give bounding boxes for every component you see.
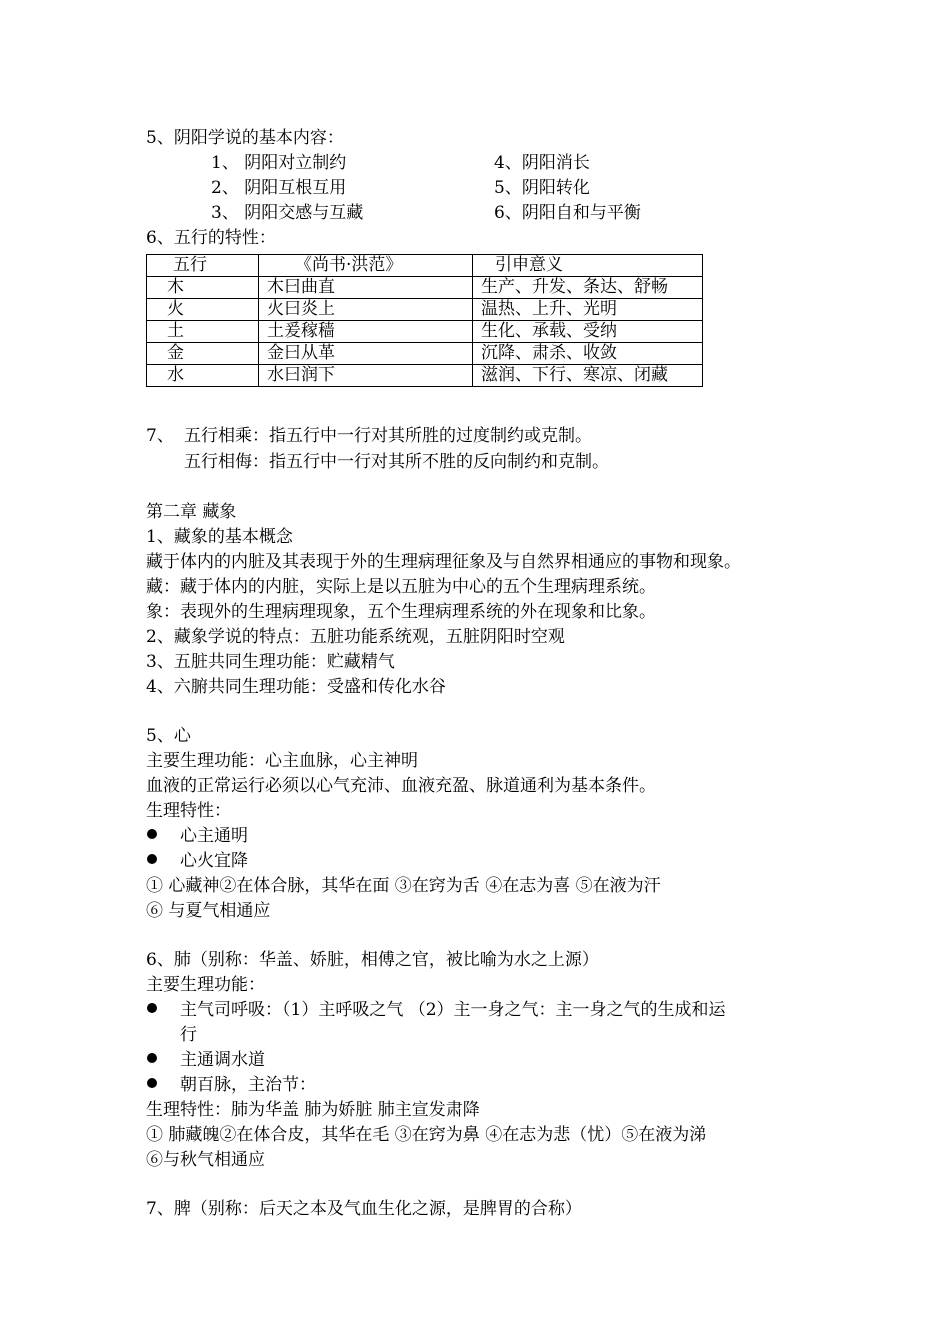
bullet-icon — [147, 854, 157, 864]
lung-function-item-cont: 行 — [180, 1025, 197, 1045]
ch2-paragraph: 藏于体内的内脏及其表现于外的生理病理征象及与自然界相通应的事物和现象。 — [146, 552, 741, 572]
ch2-paragraph: 1、藏象的基本概念 — [146, 527, 293, 547]
spleen-title: 7、脾（别称：后天之本及气血生化之源，是脾胃的合称） — [146, 1199, 582, 1219]
yinyang-item-6: 6、阴阳自和与平衡 — [494, 203, 641, 223]
heart-function: 主要生理功能：心主血脉，心主神明 — [146, 751, 418, 771]
lung-function-item: 朝百脉，主治节： — [180, 1075, 316, 1095]
chapter-2-title: 第二章 藏象 — [146, 502, 237, 522]
table-cell: 生产、升发、条达、舒畅 — [473, 277, 703, 299]
table-cell: 生化、承载、受纳 — [473, 321, 703, 343]
table-cell: 火 — [147, 299, 259, 321]
lung-associations: ① 肺藏魄②在体合皮，其华在毛 ③在窍为鼻 ④在志为悲（忧）⑤在液为涕 — [146, 1125, 707, 1145]
yinyang-item-1: 1、 阴阳对立制约 — [211, 153, 347, 173]
table-row — [147, 365, 703, 387]
table-cell: 木曰曲直 — [259, 277, 473, 299]
table-cell: 滋润、下行、寒凉、闭藏 — [473, 365, 703, 387]
five-elements-table — [146, 254, 703, 387]
table-row — [147, 321, 703, 343]
section-6-title: 6、五行的特性： — [146, 228, 276, 248]
wuxing-cheng-line: 五行相乘：指五行中一行对其所胜的过度制约或克制。 — [184, 426, 592, 446]
ch2-paragraph: 象：表现外的生理病理现象，五个生理病理系统的外在现象和比象。 — [146, 602, 656, 622]
table-row — [147, 277, 703, 299]
ch2-paragraph: 2、藏象学说的特点：五脏功能系统观，五脏阴阳时空观 — [146, 627, 565, 647]
bullet-icon — [147, 829, 157, 839]
ch2-paragraph: 3、五脏共同生理功能：贮藏精气 — [146, 652, 395, 672]
table-row — [147, 343, 703, 365]
lung-title: 6、肺（别称：华盖、娇脏，相傅之官，被比喻为水之上源） — [146, 950, 599, 970]
table-cell: 火曰炎上 — [259, 299, 473, 321]
lung-associations-2: ⑥与秋气相通应 — [146, 1150, 265, 1170]
table-cell: 木 — [147, 277, 259, 299]
yinyang-item-4: 4、阴阳消长 — [494, 153, 590, 173]
table-cell: 沉降、肃杀、收敛 — [473, 343, 703, 365]
wuxing-wu-line: 五行相侮：指五行中一行对其所不胜的反向制约和克制。 — [184, 452, 609, 472]
heart-title: 5、心 — [146, 726, 191, 746]
lung-function-label: 主要生理功能： — [146, 975, 265, 995]
lung-traits: 生理特性：肺为华盖 肺为娇脏 肺主宣发肃降 — [146, 1100, 480, 1120]
table-header-row — [147, 255, 703, 277]
table-cell: 温热、上升、光明 — [473, 299, 703, 321]
table-cell: 水 — [147, 365, 259, 387]
bullet-icon — [147, 1078, 157, 1088]
yinyang-item-2: 2、 阴阳互根互用 — [211, 178, 347, 198]
heart-trait-item: 心主通明 — [180, 826, 248, 846]
table-cell: 土爰稼穑 — [259, 321, 473, 343]
table-cell: 金曰从革 — [259, 343, 473, 365]
heart-traits-label: 生理特性： — [146, 801, 231, 821]
bullet-icon — [147, 1003, 157, 1013]
lung-function-item: 主气司呼吸：（1）主呼吸之气 （2）主一身之气：主一身之气的生成和运 — [180, 1000, 726, 1020]
table-header-cell: 《尚书·洪范》 — [259, 255, 473, 277]
table-header-cell: 引申意义 — [473, 255, 703, 277]
heart-associations: ① 心藏神②在体合脉，其华在面 ③在窍为舌 ④在志为喜 ⑤在液为汗 — [146, 876, 661, 896]
ch2-paragraph: 4、六腑共同生理功能：受盛和传化水谷 — [146, 677, 446, 697]
heart-associations-2: ⑥ 与夏气相通应 — [146, 901, 271, 921]
table-cell: 金 — [147, 343, 259, 365]
ch2-paragraph: 藏：藏于体内的内脏，实际上是以五脏为中心的五个生理病理系统。 — [146, 577, 656, 597]
yinyang-item-5: 5、阴阳转化 — [494, 178, 590, 198]
yinyang-item-3: 3、 阴阳交感与互藏 — [211, 203, 364, 223]
heart-trait-item: 心火宜降 — [180, 851, 248, 871]
section-7-number: 7、 — [146, 426, 174, 446]
lung-function-item: 主通调水道 — [180, 1050, 265, 1070]
section-5-title: 5、阴阳学说的基本内容： — [146, 128, 344, 148]
bullet-icon — [147, 1053, 157, 1063]
table-header-cell: 五行 — [147, 255, 259, 277]
heart-blood-line: 血液的正常运行必须以心气充沛、血液充盈、脉道通利为基本条件。 — [146, 776, 656, 796]
table-cell: 土 — [147, 321, 259, 343]
table-row — [147, 299, 703, 321]
table-cell: 水曰润下 — [259, 365, 473, 387]
